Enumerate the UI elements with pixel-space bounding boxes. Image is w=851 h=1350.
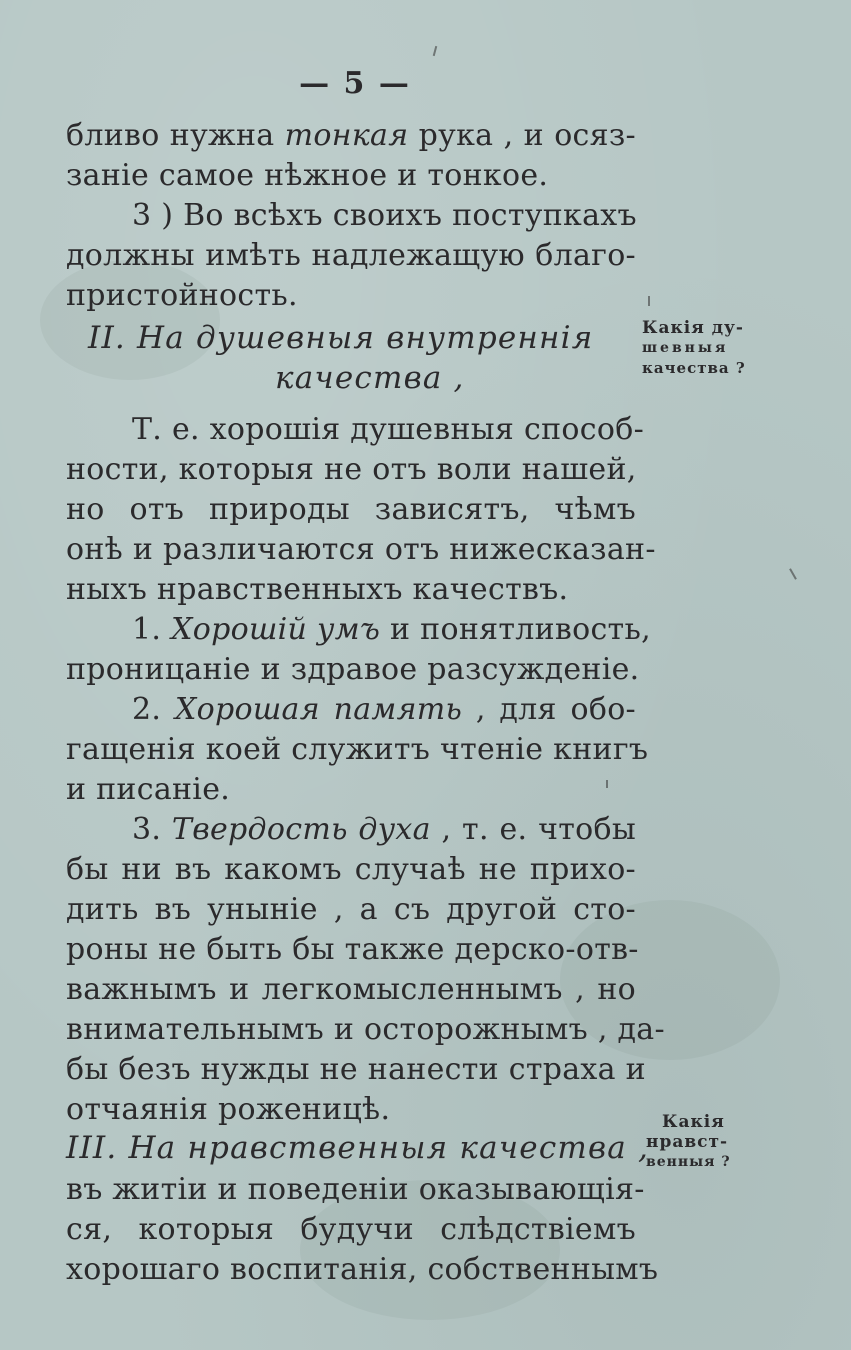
page-number: — 5 — (299, 66, 411, 101)
margin-note-line: качества ? (642, 359, 746, 377)
list-number: 1. (132, 612, 172, 647)
ink-speck (648, 296, 650, 306)
italic-text: Хорошая память (174, 692, 463, 727)
margin-note-line: нравст- (646, 1132, 729, 1152)
text-line: дить въ уныніе , а съ другой сто- (66, 892, 636, 927)
margin-note (642, 318, 782, 378)
text-line: внимательнымъ и осторожнымъ , да- (66, 1012, 665, 1047)
section-heading: III. На нравственныя качества , (66, 1130, 650, 1166)
text-line: бы безъ нужды не нанести страха и (66, 1052, 646, 1087)
list-number: 2. (132, 692, 175, 727)
italic-text: Хорошій умъ (171, 612, 381, 647)
text-line: ности, которыя не отъ воли нашей, (66, 452, 637, 487)
margin-note-line: венныя ? (646, 1154, 731, 1170)
text-line: проницаніе и здравое разсужденіе. (66, 652, 640, 687)
text-line: ныхъ нравственныхъ качествъ. (66, 572, 569, 607)
text-line: заніе самое нѣжное и тонкое. (66, 158, 549, 193)
text-line: въ житіи и поведеніи оказывающія- (66, 1172, 645, 1207)
margin-note-line: шевныя (642, 340, 729, 356)
text-run: бливо нужна (66, 118, 285, 153)
text-line (132, 610, 651, 650)
italic-text: тонкая (284, 118, 409, 153)
ink-speck (433, 46, 438, 56)
margin-note (646, 1112, 786, 1172)
text-line (66, 116, 636, 156)
text-line: Т. е. хорошія душевныя способ- (132, 412, 645, 447)
text-line: гащенія коей служитъ чтеніе книгъ (66, 732, 649, 767)
section-heading-continued: качества , (275, 360, 465, 396)
text-run: , т. е. чтобы (430, 812, 636, 847)
text-line: отчаянія роженицѣ. (66, 1092, 391, 1127)
text-run: рука , и осяз- (408, 118, 636, 153)
text-line: бы ни въ какомъ случаѣ не прихо- (66, 852, 636, 887)
text-line: должны имѣть надлежащую благо- (66, 238, 636, 273)
margin-note-line: Какія (662, 1112, 725, 1132)
text-run: и понятливость, (380, 612, 651, 647)
text-line: пристойность. (66, 278, 298, 313)
text-run: , для обо- (462, 692, 636, 727)
text-line: и писаніе. (66, 772, 231, 807)
text-line: но отъ природы зависятъ, чѣмъ (66, 492, 636, 527)
text-line: роны не быть бы также дерско-отв- (66, 932, 639, 967)
text-line (132, 690, 636, 730)
text-line: ся, которыя будучи слѣдствіемъ (66, 1212, 636, 1247)
text-line (132, 810, 636, 850)
list-number: 3. (132, 812, 172, 847)
text-line: онѣ и различаются отъ нижесказан- (66, 532, 656, 567)
section-heading: II. На душевныя внутреннія (88, 320, 594, 356)
italic-text: Твердость духа (171, 812, 431, 847)
text-line: важнымъ и легкомысленнымъ , но (66, 972, 636, 1007)
margin-note-line: Какія ду- (642, 318, 744, 338)
ink-speck (789, 568, 797, 579)
text-line: 3 ) Во всѣхъ своихъ поступкахъ (132, 198, 637, 233)
text-line: хорошаго воспитанія, собственнымъ (66, 1252, 659, 1287)
